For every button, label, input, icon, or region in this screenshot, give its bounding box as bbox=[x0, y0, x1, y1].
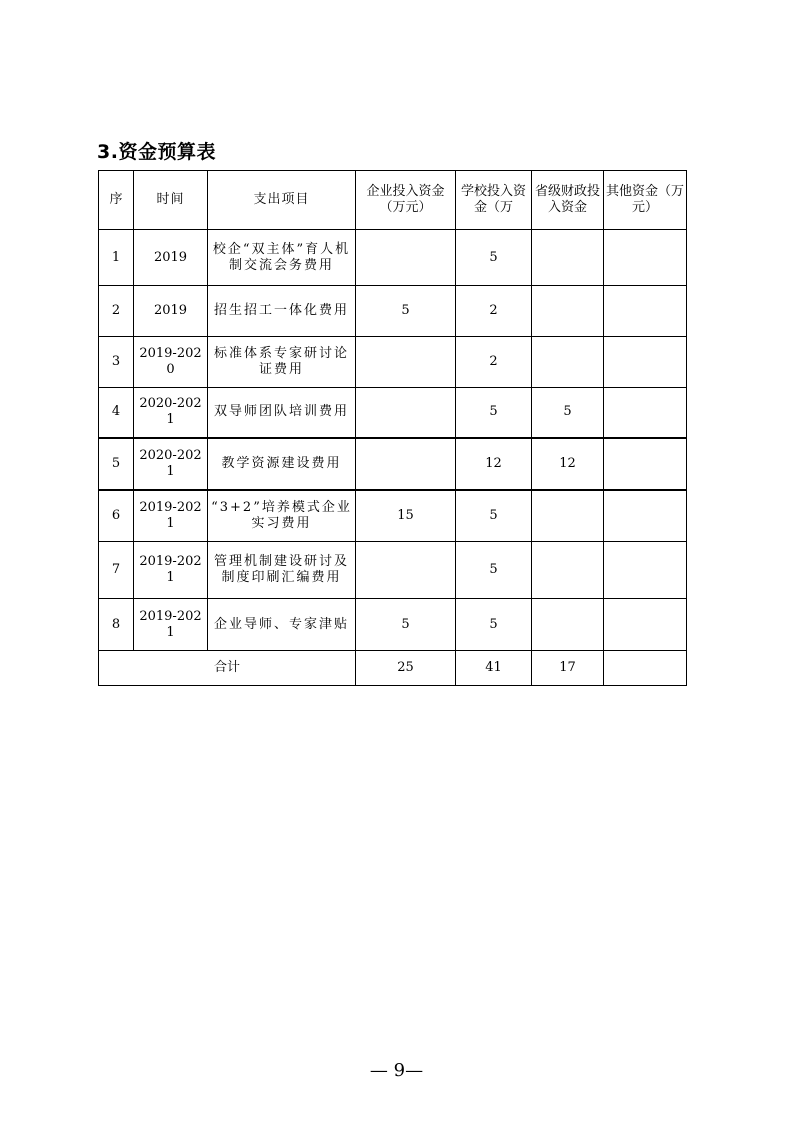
table-row bbox=[99, 542, 687, 599]
cell-time: 2020-2021 bbox=[134, 438, 208, 490]
header-item: 支出项目 bbox=[208, 171, 356, 230]
cell-school: 2 bbox=[456, 286, 532, 337]
cell-time: 2019-2021 bbox=[134, 490, 208, 542]
cell-seq: 4 bbox=[99, 388, 134, 438]
cell-school: 2 bbox=[456, 337, 532, 388]
section-title: 3.资金预算表 bbox=[97, 141, 216, 163]
header-school: 学校投入资金（万 bbox=[456, 171, 532, 230]
cell-school: 5 bbox=[456, 230, 532, 286]
cell-time: 2019-2020 bbox=[134, 337, 208, 388]
table-row bbox=[99, 388, 687, 438]
table-row bbox=[99, 286, 687, 337]
header-row bbox=[99, 171, 687, 230]
total-enterprise: 25 bbox=[356, 651, 456, 686]
cell-seq: 1 bbox=[99, 230, 134, 286]
cell-item: 管理机制建设研讨及制度印刷汇编费用 bbox=[208, 542, 356, 599]
budget-table bbox=[98, 170, 687, 686]
cell-time: 2019 bbox=[134, 230, 208, 286]
cell-school: 5 bbox=[456, 490, 532, 542]
cell-seq: 7 bbox=[99, 542, 134, 599]
cell-province bbox=[532, 599, 604, 651]
cell-time: 2019 bbox=[134, 286, 208, 337]
table-row bbox=[99, 438, 687, 490]
cell-time: 2019-2021 bbox=[134, 599, 208, 651]
cell-other bbox=[604, 490, 687, 542]
table-row bbox=[99, 230, 687, 286]
cell-province: 12 bbox=[532, 438, 604, 490]
cell-province: 5 bbox=[532, 388, 604, 438]
cell-province bbox=[532, 490, 604, 542]
cell-province bbox=[532, 230, 604, 286]
cell-seq: 6 bbox=[99, 490, 134, 542]
cell-time: 2020-2021 bbox=[134, 388, 208, 438]
cell-enterprise: 5 bbox=[356, 599, 456, 651]
cell-province bbox=[532, 286, 604, 337]
cell-item: 教学资源建设费用 bbox=[208, 438, 356, 490]
cell-time: 2019-2021 bbox=[134, 542, 208, 599]
cell-item: 标准体系专家研讨论证费用 bbox=[208, 337, 356, 388]
cell-other bbox=[604, 438, 687, 490]
total-label: 合计 bbox=[99, 651, 356, 686]
header-province: 省级财政投入资金 bbox=[532, 171, 604, 230]
table-row bbox=[99, 490, 687, 542]
cell-enterprise bbox=[356, 230, 456, 286]
cell-school: 12 bbox=[456, 438, 532, 490]
cell-item: 企业导师、专家津贴 bbox=[208, 599, 356, 651]
total-other bbox=[604, 651, 687, 686]
total-row bbox=[99, 651, 687, 686]
cell-item: “3+2”培养模式企业实习费用 bbox=[208, 490, 356, 542]
cell-province bbox=[532, 542, 604, 599]
cell-item: 校企“双主体”育人机制交流会务费用 bbox=[208, 230, 356, 286]
header-other: 其他资金（万元） bbox=[604, 171, 687, 230]
cell-enterprise bbox=[356, 337, 456, 388]
cell-school: 5 bbox=[456, 388, 532, 438]
table-row bbox=[99, 599, 687, 651]
cell-other bbox=[604, 599, 687, 651]
total-province: 17 bbox=[532, 651, 604, 686]
cell-other bbox=[604, 337, 687, 388]
page-number: — 9— bbox=[369, 1060, 424, 1081]
header-time: 时间 bbox=[134, 171, 208, 230]
cell-item: 招生招工一体化费用 bbox=[208, 286, 356, 337]
cell-other bbox=[604, 286, 687, 337]
cell-other bbox=[604, 230, 687, 286]
cell-school: 5 bbox=[456, 599, 532, 651]
cell-other bbox=[604, 542, 687, 599]
cell-other bbox=[604, 388, 687, 438]
total-school: 41 bbox=[456, 651, 532, 686]
cell-enterprise: 15 bbox=[356, 490, 456, 542]
cell-enterprise bbox=[356, 388, 456, 438]
cell-enterprise: 5 bbox=[356, 286, 456, 337]
cell-school: 5 bbox=[456, 542, 532, 599]
header-enterprise: 企业投入资金（万元） bbox=[356, 171, 456, 230]
cell-enterprise bbox=[356, 542, 456, 599]
cell-enterprise bbox=[356, 438, 456, 490]
header-seq: 序 bbox=[99, 171, 134, 230]
cell-seq: 5 bbox=[99, 438, 134, 490]
cell-seq: 8 bbox=[99, 599, 134, 651]
table-row bbox=[99, 337, 687, 388]
cell-province bbox=[532, 337, 604, 388]
cell-seq: 2 bbox=[99, 286, 134, 337]
cell-seq: 3 bbox=[99, 337, 134, 388]
cell-item: 双导师团队培训费用 bbox=[208, 388, 356, 438]
